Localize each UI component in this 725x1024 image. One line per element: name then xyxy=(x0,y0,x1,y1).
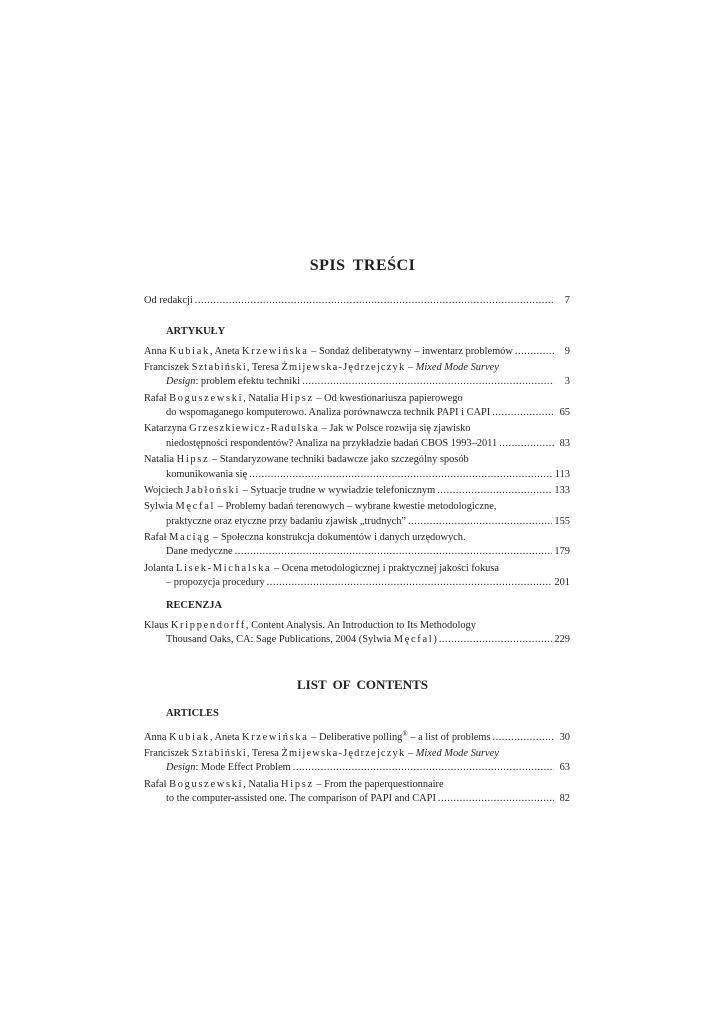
section-heading-artykuly: ARTYKUŁY xyxy=(166,326,226,337)
toc-entry xyxy=(144,361,570,390)
page-number: 9 xyxy=(564,345,570,357)
entry-authors: Rafał Boguszewski, Natalia Hipsz – From the paperquestionnaire xyxy=(144,778,444,790)
entry-authors: Anna Kubiak, Aneta Krzewińska – Sondaż deliberatywny – inwentarz problemów xyxy=(144,345,513,357)
toc-entry xyxy=(144,345,570,360)
entry-title: do wspomaganego komputerowo. Analiza porównawcza technik PAPI i CAPI xyxy=(166,407,491,419)
entry-title: Design: problem efektu techniki xyxy=(166,376,301,388)
leader-dots xyxy=(438,792,554,807)
entry-authors: Jolanta Lisek-Michalska – Ocena metodologicznej i praktycznej jakości fokusa xyxy=(144,562,500,574)
entry-authors: Natalia Hipsz – Standaryzowane techniki badawcze jako szczególny sposób xyxy=(144,454,469,466)
section-heading-recenzja: RECENZJA xyxy=(166,600,223,611)
entry-authors: Klaus Krippendorff, Content Analysis. An Introduction to Its Methodology xyxy=(144,619,476,631)
toc-entry xyxy=(144,392,570,421)
toc-entry xyxy=(144,484,570,499)
entry-title: praktyczne oraz etyczne przy badaniu zjawisk „trudnych” xyxy=(166,515,407,527)
entry-title: Thousand Oaks, CA: Sage Publications, 2004 (Sylwia Męcfal) xyxy=(166,634,437,646)
toc-articles-pl xyxy=(144,325,570,592)
entry-title: Design: Mode Effect Problem xyxy=(166,762,291,774)
entry-authors: Anna Kubiak, Aneta Krzewińska – Deliberative polling® – a list of problems xyxy=(144,729,491,743)
entry-text: Od redakcji xyxy=(144,295,193,306)
leader-dots xyxy=(492,406,554,421)
page-number: 65 xyxy=(559,407,570,419)
toc-entry xyxy=(144,453,570,482)
page-number: 155 xyxy=(554,515,570,527)
toc-entry xyxy=(144,422,570,451)
leader-dots xyxy=(437,484,552,499)
page-title: SPIS TREŚCI xyxy=(309,257,416,274)
toc-entry xyxy=(144,531,570,560)
page-number: 7 xyxy=(564,295,570,306)
entry-authors: Katarzyna Grzeszkiewicz-Radulska – Jak w Polsce rozwija się zjawisko xyxy=(144,423,471,435)
leader-dots xyxy=(293,761,554,776)
page-number: 201 xyxy=(554,577,570,589)
leader-dots xyxy=(515,345,554,360)
toc-od-redakcji xyxy=(144,294,570,309)
page-number: 113 xyxy=(554,468,570,480)
page-number: 229 xyxy=(554,634,570,646)
toc-entry xyxy=(144,727,570,746)
page-number: 133 xyxy=(554,484,570,496)
leader-dots xyxy=(195,294,554,309)
page-number: 3 xyxy=(564,376,570,388)
toc-entry xyxy=(144,619,570,648)
page-number: 63 xyxy=(559,762,570,774)
page-number: 83 xyxy=(559,437,570,449)
toc-entry xyxy=(144,778,570,807)
entry-authors: Franciszek Sztabiński, Teresa Żmijewska-Jędrzejczyk – Mixed Mode Survey xyxy=(144,747,499,759)
leader-dots xyxy=(302,375,554,390)
leader-dots xyxy=(499,437,554,452)
leader-dots xyxy=(267,576,553,591)
leader-dots xyxy=(249,468,553,483)
entry-title: niedostępności respondentów? Analiza na przykładzie badań CBOS 1993–2011 xyxy=(166,437,498,449)
toc-review xyxy=(144,599,570,649)
entry-title: – propozycja procedury xyxy=(166,577,265,589)
toc-articles-en xyxy=(144,707,570,808)
page-number: 82 xyxy=(559,793,570,805)
entry-authors: Sylwia Męcfal – Problemy badań terenowych – wybrane kwestie metodologiczne, xyxy=(144,501,497,513)
entry-title: komunikowania się xyxy=(166,468,248,480)
entry-authors: Rafał Maciąg – Społeczna konstrukcja dokumentów i danych urzędowych. xyxy=(144,531,466,543)
entry-authors: Franciszek Sztabiński, Teresa Żmijewska-Jędrzejczyk – Mixed Mode Survey xyxy=(144,361,499,373)
leader-dots xyxy=(235,545,553,560)
toc-entry xyxy=(144,562,570,591)
leader-dots xyxy=(408,515,552,530)
toc-entry xyxy=(144,747,570,776)
toc-entry xyxy=(144,500,570,529)
entry-title: to the computer-assisted one. The comparison of PAPI and CAPI xyxy=(166,793,436,805)
section-heading-articles: ARTICLES xyxy=(166,708,219,719)
entry-authors: Rafał Boguszewski, Natalia Hipsz – Od kwestionariusza papierowego xyxy=(144,392,463,404)
leader-dots xyxy=(493,731,555,746)
page-number: 179 xyxy=(554,546,570,558)
entry-title: Dane medyczne xyxy=(166,546,233,558)
leader-dots xyxy=(439,633,553,648)
entry-authors: Wojciech Jabłoński – Sytuacje trudne w wywiadzie telefonicznym xyxy=(144,484,436,496)
list-of-contents-title: LIST OF CONTENTS xyxy=(297,677,428,692)
page-number: 30 xyxy=(559,731,570,743)
